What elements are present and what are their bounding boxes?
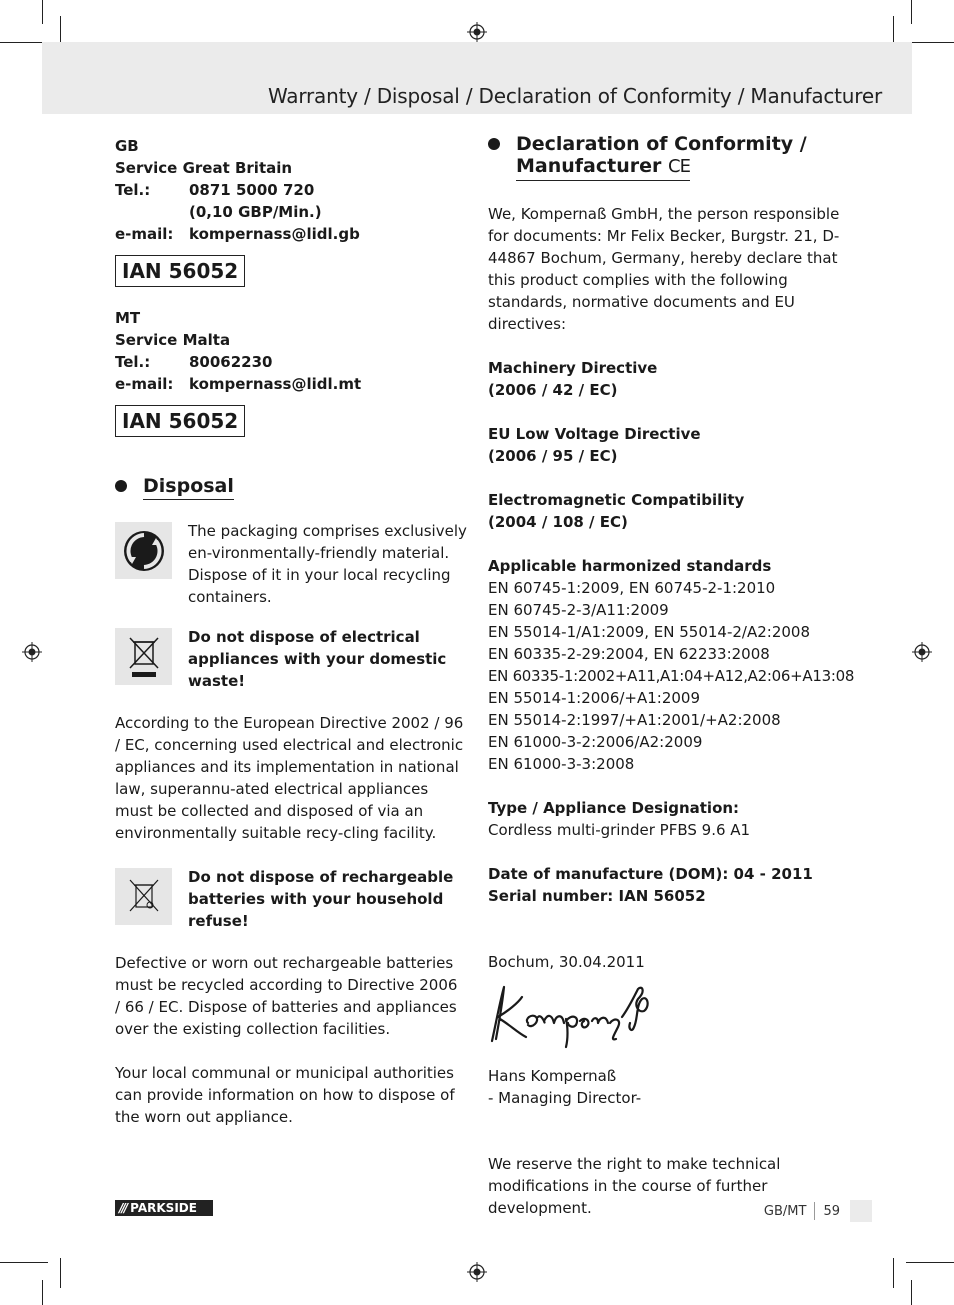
weee-text: According to the European Directive 2002 / 96 / EC, concerning used electrical and electronic appliances and its implementation in national law, superannu-ated electrical appliances must be collected and disposed of via an environmentally suitable recy-cling facility.: [115, 714, 464, 842]
place-date: Bochum, 30.04.2011: [488, 953, 645, 971]
spacer: [488, 1109, 848, 1153]
page-title: Warranty / Disposal / Declaration of Conformity / Manufacturer: [268, 84, 882, 108]
email-value: kompernass@lidl.gb: [189, 225, 360, 243]
crop-mark: [911, 1280, 912, 1305]
spacer: [115, 201, 189, 223]
packaging-row: [115, 520, 467, 608]
page-tab: [850, 1200, 872, 1222]
registration-mark-icon: [912, 642, 932, 662]
page-footer: [764, 1200, 872, 1222]
logo-stripes-icon: ///: [119, 1201, 127, 1215]
weee-row: [115, 626, 467, 692]
crop-mark: [0, 42, 48, 43]
spacer: [115, 844, 467, 866]
spacer: [488, 181, 848, 203]
crop-mark: [42, 1280, 43, 1305]
contact-email-row: [115, 223, 467, 245]
parkside-logo: [115, 1200, 213, 1216]
email-label: e-mail:: [115, 225, 174, 243]
contact-service: Service Great Britain: [115, 159, 293, 177]
spacer: [488, 533, 848, 555]
crop-mark: [906, 1262, 954, 1263]
declaration-heading: [488, 133, 848, 181]
ian-wrap: [115, 395, 467, 437]
standard-item: EN 55014-1/A1:2009, EN 55014-2/A2:2008: [488, 623, 810, 641]
email-value: kompernass@lidl.mt: [189, 375, 362, 393]
crossed-battery-bin-icon: [115, 868, 172, 925]
tel-note: (0,10 GBP/Min.): [189, 203, 322, 221]
declaration-title-line1: Declaration of Conformity /: [516, 133, 807, 155]
disposal-heading: [115, 475, 467, 500]
spacer: [488, 907, 848, 951]
crossed-bin-icon: [115, 628, 172, 685]
crop-mark: [893, 1258, 894, 1288]
declaration-intro: We, Kompernaß GmbH, the person responsible for documents: Mr Felix Becker, Burgstr. 21, D-44867 Bochum, Germany, hereby declare that this product complies with the following standards, normative documents and EU directives:: [488, 205, 840, 333]
spacer: [488, 841, 848, 863]
ian-box: IAN 56052: [115, 405, 245, 437]
tel-label: Tel.:: [115, 353, 151, 371]
contact-block-gb: [115, 135, 467, 245]
battery-text: Defective or worn out rechargeable batteries must be recycled according to Directive 2006 / 66 / EC. Dispose of batteries and appliances over the existing collection facilities.: [115, 954, 458, 1038]
battery-warning: Do not dispose of rechargeable batteries with your household refuse!: [188, 868, 454, 930]
contact-country: GB: [115, 137, 139, 155]
type-heading: Type / Appliance Designation:: [488, 799, 740, 817]
ian-wrap: [115, 245, 467, 287]
packaging-text: The packaging comprises exclusively en-vironmentally-friendly material. Dispose of it in your local recycling containers.: [188, 522, 467, 606]
contact-tel-row: [115, 351, 467, 373]
serial-text: Serial number: IAN 56052: [488, 887, 706, 905]
spacer: [488, 467, 848, 489]
authorities-text: Your local communal or municipal authorities can provide information on how to dispose of the worn out appliance.: [115, 1064, 455, 1126]
spacer: [115, 932, 467, 952]
standards-heading: Applicable harmonized standards: [488, 557, 772, 575]
ian-box: IAN 56052: [115, 255, 245, 287]
directive-code: (2006 / 42 / EC): [488, 381, 618, 399]
standard-item: EN 55014-2:1997/+A1:2001/+A2:2008: [488, 711, 781, 729]
ce-mark-icon: CE: [668, 156, 690, 177]
spacer: [488, 775, 848, 797]
contact-email-row: [115, 373, 467, 395]
standard-item: EN 61000-3-3:2008: [488, 755, 635, 773]
footer-divider: [814, 1202, 815, 1220]
contact-service: Service Malta: [115, 331, 231, 349]
standard-item: EN 60335-2-29:2004, EN 62233:2008: [488, 645, 770, 663]
spacer: [115, 287, 467, 307]
footer-lang: GB/MT: [763, 1203, 807, 1219]
registration-mark-icon: [22, 642, 42, 662]
reserve-text: We reserve the right to make technical modifications in the course of further development.: [488, 1155, 781, 1217]
weee-warning: Do not dispose of electrical appliances with your domestic waste!: [188, 628, 447, 690]
spacer: [488, 335, 848, 357]
crop-mark: [911, 0, 912, 24]
spacer: [115, 692, 467, 712]
directive-name: Machinery Directive: [488, 359, 658, 377]
recycling-icon: [115, 522, 172, 579]
contact-country: MT: [115, 309, 141, 327]
bullet-icon: [115, 480, 127, 492]
declaration-title-line2-wrap: [516, 155, 690, 181]
directive-code: (2006 / 95 / EC): [488, 447, 618, 465]
contact-tel-row: [115, 179, 467, 201]
spacer: [115, 500, 467, 520]
directive-name: Electromagnetic Compatibility: [488, 491, 745, 509]
dom-text: Date of manufacture (DOM): 04 - 2011: [488, 865, 813, 883]
spacer: [115, 437, 467, 475]
standard-item: EN 60745-1:2009, EN 60745-2-1:2010: [488, 579, 776, 597]
type-value: Cordless multi-grinder PFBS 9.6 A1: [488, 821, 751, 839]
spacer: [488, 401, 848, 423]
standard-item: EN 55014-1:2006/+A1:2009: [488, 689, 701, 707]
tel-value: 80062230: [189, 353, 273, 371]
spacer: [115, 1040, 467, 1062]
tel-value: 0871 5000 720: [189, 181, 315, 199]
spacer: [488, 1055, 848, 1065]
spacer: [488, 973, 848, 983]
declaration-title-wrap: [516, 133, 807, 181]
crop-mark: [0, 1262, 48, 1263]
contact-block-mt: [115, 307, 467, 395]
battery-row: [115, 866, 467, 932]
crop-mark: [60, 1258, 61, 1288]
email-label: e-mail:: [115, 375, 174, 393]
contact-tel-note-row: [115, 201, 467, 223]
signature-icon: [488, 983, 663, 1049]
registration-mark-icon: [467, 22, 487, 42]
crop-mark: [42, 0, 43, 24]
bullet-icon: [488, 138, 500, 150]
tel-label: Tel.:: [115, 181, 151, 199]
standard-item: EN 60335-1:2002+A11,A1:04+A12,A2:06+A13:08: [488, 667, 855, 685]
page-number: 59: [823, 1203, 840, 1219]
directive-name: EU Low Voltage Directive: [488, 425, 701, 443]
registration-mark-icon: [467, 1262, 487, 1282]
directive-code: (2004 / 108 / EC): [488, 513, 628, 531]
signer-name: Hans Kompernaß: [488, 1067, 617, 1085]
standard-item: EN 60745-2-3/A11:2009: [488, 601, 669, 619]
standard-item: EN 61000-3-2:2006/A2:2009: [488, 733, 703, 751]
disposal-title: Disposal: [143, 475, 234, 500]
right-column: [488, 133, 855, 1219]
crop-mark: [906, 42, 954, 43]
spacer: [115, 608, 467, 626]
brand-name: PARKSIDE: [130, 1201, 197, 1215]
left-column: [115, 135, 467, 1128]
declaration-title-line2: Manufacturer: [516, 155, 662, 177]
signer-role: - Managing Director-: [488, 1089, 642, 1107]
